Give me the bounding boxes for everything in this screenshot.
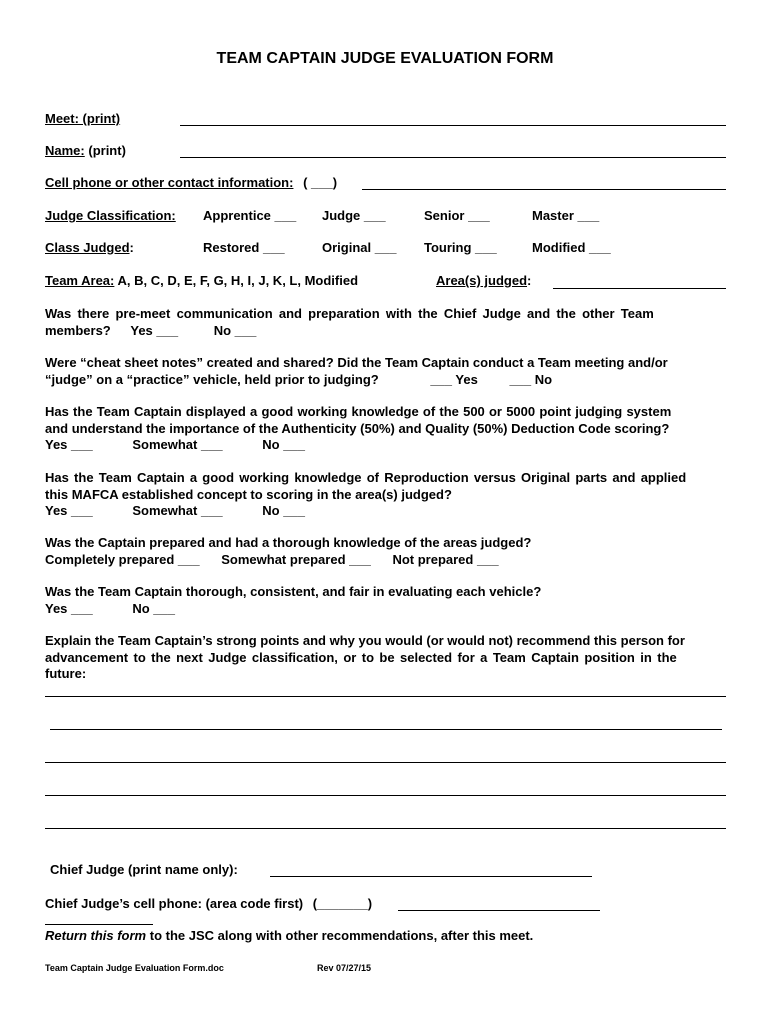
class-judged-label-underlined: Class Judged bbox=[45, 240, 130, 255]
class-judged-label bbox=[45, 240, 134, 256]
name-label-underlined: Name: bbox=[45, 143, 85, 158]
name-label bbox=[45, 143, 126, 159]
q3-somewhat-option[interactable]: Somewhat ___ bbox=[132, 437, 223, 452]
q6-no-option[interactable]: No ___ bbox=[132, 600, 175, 616]
areas-judged-colon: : bbox=[527, 273, 532, 288]
q5-somewhat-option[interactable]: Somewhat prepared ___ bbox=[221, 551, 371, 567]
cell-label bbox=[45, 175, 337, 191]
question-explain bbox=[45, 633, 726, 683]
q1-line2-text: members? bbox=[45, 322, 111, 338]
q3-no-option[interactable]: No ___ bbox=[262, 437, 305, 452]
judge-classification-label: Judge Classification: bbox=[45, 208, 176, 223]
q1-line1: Was there pre-meet communication and preparation with the Chief Judge and the other Team bbox=[45, 306, 654, 321]
q3-yes-option[interactable]: Yes ___ bbox=[45, 437, 93, 452]
q6-line2 bbox=[45, 601, 726, 618]
q2-yes-option[interactable]: ___ Yes bbox=[430, 371, 478, 387]
q4-yes-option[interactable]: Yes ___ bbox=[45, 503, 93, 518]
answer-line-2[interactable] bbox=[50, 729, 722, 730]
meet-input-line[interactable] bbox=[180, 125, 726, 126]
footer-filename: Team Captain Judge Evaluation Form.doc bbox=[45, 963, 224, 973]
chief-phone-text: Chief Judge’s cell phone: (area code first) bbox=[45, 896, 304, 911]
q5-line1: Was the Captain prepared and had a thorough knowledge of the areas judged? bbox=[45, 535, 532, 550]
q4-line2: this MAFCA established concept to scoring in the area(s) judged? bbox=[45, 486, 452, 502]
q4-somewhat-option[interactable]: Somewhat ___ bbox=[132, 503, 223, 518]
form-title: TEAM CAPTAIN JUDGE EVALUATION FORM bbox=[216, 50, 554, 67]
chief-phone-label bbox=[45, 896, 372, 912]
return-rest-text: to the JSC along with other recommendations, after this meet. bbox=[146, 928, 534, 943]
q3-line2: and understand the importance of the Authenticity (50%) and Quality (50%) Deduction Code scoring? bbox=[45, 420, 670, 436]
areas-judged-label bbox=[436, 273, 531, 289]
class-judged-colon: : bbox=[129, 240, 134, 255]
q7-line1: Explain the Team Captain’s strong points and why you would (or would not) recommend this person for bbox=[45, 633, 685, 648]
answer-line-4[interactable] bbox=[45, 795, 726, 796]
q3-line3 bbox=[45, 437, 726, 454]
areas-judged-label-underlined: Area(s) judged bbox=[436, 273, 528, 288]
chief-phone-input-line[interactable] bbox=[398, 910, 600, 911]
answer-line-5[interactable] bbox=[45, 828, 726, 829]
option-judge[interactable]: Judge ___ bbox=[322, 208, 386, 223]
chief-phone-area-code[interactable]: (_______) bbox=[312, 896, 373, 911]
question-cheat-sheet bbox=[45, 355, 726, 388]
return-italic-text: Return this form bbox=[45, 928, 147, 943]
areas-judged-input-line[interactable] bbox=[553, 288, 726, 289]
question-reproduction bbox=[45, 470, 726, 520]
q1-yes-option[interactable]: Yes ___ bbox=[130, 322, 179, 338]
q5-completely-option[interactable]: Completely prepared ___ bbox=[45, 551, 200, 567]
option-master[interactable]: Master ___ bbox=[532, 208, 600, 223]
chief-judge-input-line[interactable] bbox=[270, 876, 592, 877]
q7-line3: future: bbox=[45, 666, 87, 681]
question-fair bbox=[45, 584, 726, 617]
q6-line1: Was the Team Captain thorough, consistent, and fair in evaluating each vehicle? bbox=[45, 584, 542, 599]
q4-no-option[interactable]: No ___ bbox=[262, 503, 305, 518]
meet-label: Meet: (print) bbox=[45, 111, 121, 126]
option-restored[interactable]: Restored ___ bbox=[203, 240, 285, 255]
option-senior[interactable]: Senior ___ bbox=[424, 208, 490, 223]
question-pre-meet bbox=[45, 306, 726, 339]
option-apprentice[interactable]: Apprentice ___ bbox=[203, 208, 297, 223]
q2-no-option[interactable]: ___ No bbox=[509, 371, 553, 387]
q2-line2 bbox=[45, 372, 726, 389]
return-instructions bbox=[45, 928, 533, 944]
q5-not-prepared-option[interactable]: Not prepared ___ bbox=[392, 551, 499, 567]
q1-no-option[interactable]: No ___ bbox=[213, 322, 257, 338]
q6-yes-option[interactable]: Yes ___ bbox=[45, 600, 93, 616]
question-prepared bbox=[45, 535, 726, 568]
cell-area-code[interactable]: ( ___) bbox=[303, 175, 338, 190]
q3-line1: Has the Team Captain displayed a good working knowledge of the 500 or 5000 point judging system bbox=[45, 404, 672, 419]
q4-line3 bbox=[45, 503, 726, 520]
q2-line1: Were “cheat sheet notes” created and shared? Did the Team Captain conduct a Team meeting and/or bbox=[45, 355, 668, 370]
team-area-label-underlined: Team Area: bbox=[45, 273, 115, 288]
team-area-list: A, B, C, D, E, F, G, H, I, J, K, L, Modified bbox=[114, 273, 359, 288]
cell-label-underlined: Cell phone or other contact information: bbox=[45, 175, 294, 190]
name-input-line[interactable] bbox=[180, 157, 726, 158]
footer-revision: Rev 07/27/15 bbox=[317, 963, 372, 973]
cell-input-line[interactable] bbox=[362, 189, 726, 190]
chief-judge-label: Chief Judge (print name only): bbox=[50, 862, 238, 877]
answer-line-1[interactable] bbox=[45, 696, 726, 697]
name-label-rest: (print) bbox=[84, 143, 126, 158]
option-modified[interactable]: Modified ___ bbox=[532, 240, 611, 255]
answer-line-3[interactable] bbox=[45, 762, 726, 763]
question-judging-system bbox=[45, 404, 726, 454]
q5-line2 bbox=[45, 552, 726, 569]
q7-line2: advancement to the next Judge classification, or to be selected for a Team Captain position in the bbox=[45, 649, 677, 665]
q2-line2-text: “judge” on a “practice” vehicle, held prior to judging? bbox=[45, 371, 379, 387]
q1-line2 bbox=[45, 323, 726, 340]
q4-line1: Has the Team Captain a good working knowledge of Reproduction versus Original parts and applied bbox=[45, 470, 687, 485]
team-area-label bbox=[45, 273, 358, 289]
option-original[interactable]: Original ___ bbox=[322, 240, 397, 255]
separator-line bbox=[45, 924, 153, 925]
option-touring[interactable]: Touring ___ bbox=[424, 240, 497, 255]
